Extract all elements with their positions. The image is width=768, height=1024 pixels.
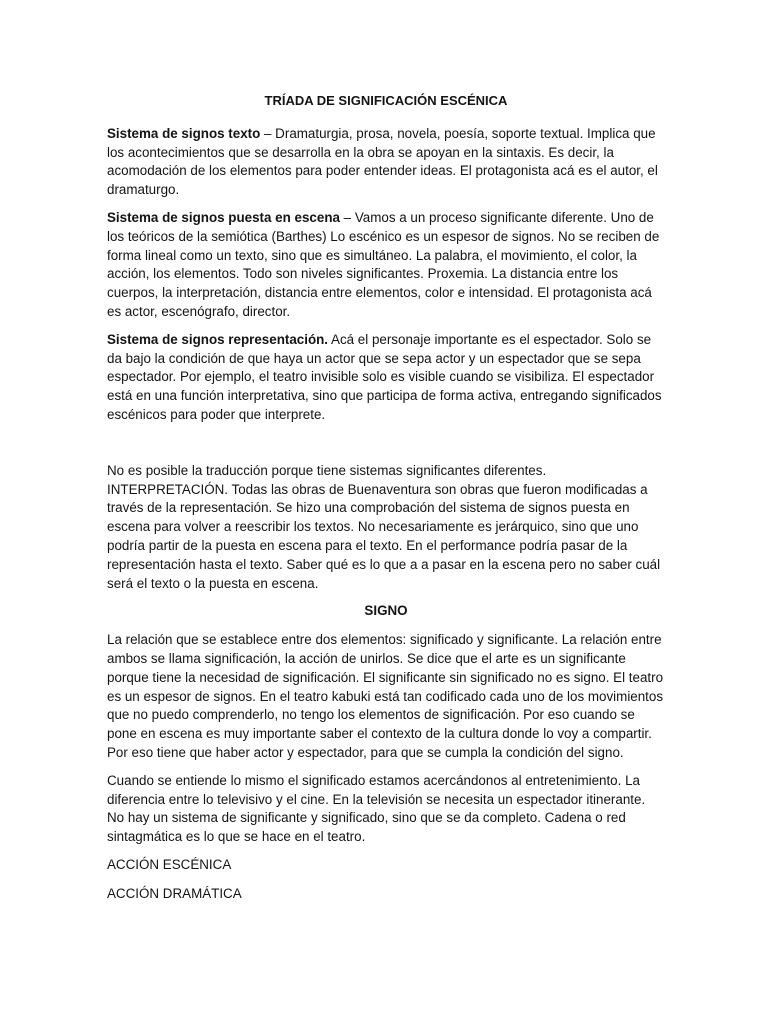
paragraph-sistema-representacion — [107, 331, 665, 425]
paragraph-text: – Vamos a un proceso significante diferente. Uno de los teóricos de la semiótica (Barthes) Lo escénico es un espesor de signos. No se reciben de forma lineal como un texto, sino que es simultáneo. La palabra, el movimiento, el color, la acción, los elementos. Todo son niveles significantes. Proxemia. La distancia entre los cuerpos, la interpretación, distancia entre elementos, color e intensidad. El protagonista acá es actor, escenógrafo, director. — [107, 209, 660, 319]
paragraph-label: Sistema de signos puesta en escena — [107, 209, 340, 225]
blank-line — [107, 434, 665, 462]
paragraph-text: – Dramaturgia, prosa, novela, poesía, soporte textual. Implica que los acontecimientos que se desarrolla en la obra se apoyan en la sintaxis. Es decir, la acomodación de los elementos para poder entender ideas. El protagonista acá es el autor, el dramaturgo. — [107, 125, 658, 198]
paragraph-entretenimiento: Cuando se entiende lo mismo el significado estamos acercándonos al entretenimiento. La diferencia entre lo televisivo y el cine. En la televisión se necesita un espectador itinerante. No hay un sistema de significante y significado, sino que se da completo. Cadena o red sintagmática es lo que se hace en el teatro. — [107, 772, 646, 845]
paragraph-label: Sistema de signos representación. — [107, 331, 329, 347]
paragraph-signo-relacion: La relación que se establece entre dos elementos: significado y significante. La relación entre ambos se llama significación, la acción de unirlos. Se dice que el arte es un significante porque tiene la necesidad de significación. El significante sin significado no es signo. El teatro es un espesor de signos. En el teatro kabuki está tan codificado cada uno de los movimientos que no puedo comprenderlo, no tengo los elementos de significación. Por eso cuando se pone en escena es muy importante saber el contexto de la cultura donde lo voy a compartir. Por eso tiene que haber actor y espectador, para que se cumpla la condición del signo. — [107, 632, 664, 760]
paragraph-sistema-puesta-en-escena — [107, 209, 665, 322]
paragraph-label: Sistema de signos texto — [107, 125, 261, 141]
paragraph-sistema-texto — [107, 125, 665, 200]
heading-accion-escenica: ACCIÓN ESCÉNICA — [107, 856, 232, 872]
heading-accion-dramatica: ACCIÓN DRAMÁTICA — [107, 885, 242, 901]
document-title: TRÍADA DE SIGNIFICACIÓN ESCÉNICA — [264, 93, 508, 108]
paragraph-text: Acá el personaje importante es el espectador. Solo se da bajo la condición de que haya un actor que se sepa actor y un espectador que se sepa espectador. Por ejemplo, el teatro invisible solo es visible cuando se visibiliza. El espectador está en una función interpretativa, sino que participa de forma activa, entregando significados escénicos para poder que interprete. — [107, 331, 662, 422]
paragraph-traduccion: No es posible la traducción porque tiene sistemas significantes diferentes. INTERPRETACIÓN. Todas las obras de Buenaventura son obras que fueron modificadas a través de la representación. Se hizo una comprobación del sistema de signos puesta en escena para volver a reescribir los textos. No necesariamente es jerárquico, sino que uno podría partir de la puesta en escena para el texto. En el performance podría pasar de la representación hasta el texto. Saber qué es lo que a a pasar en la escena pero no saber cuál será el texto o la puesta en escena. — [107, 462, 661, 591]
heading-signo: SIGNO — [364, 603, 408, 619]
document-page — [107, 92, 665, 913]
